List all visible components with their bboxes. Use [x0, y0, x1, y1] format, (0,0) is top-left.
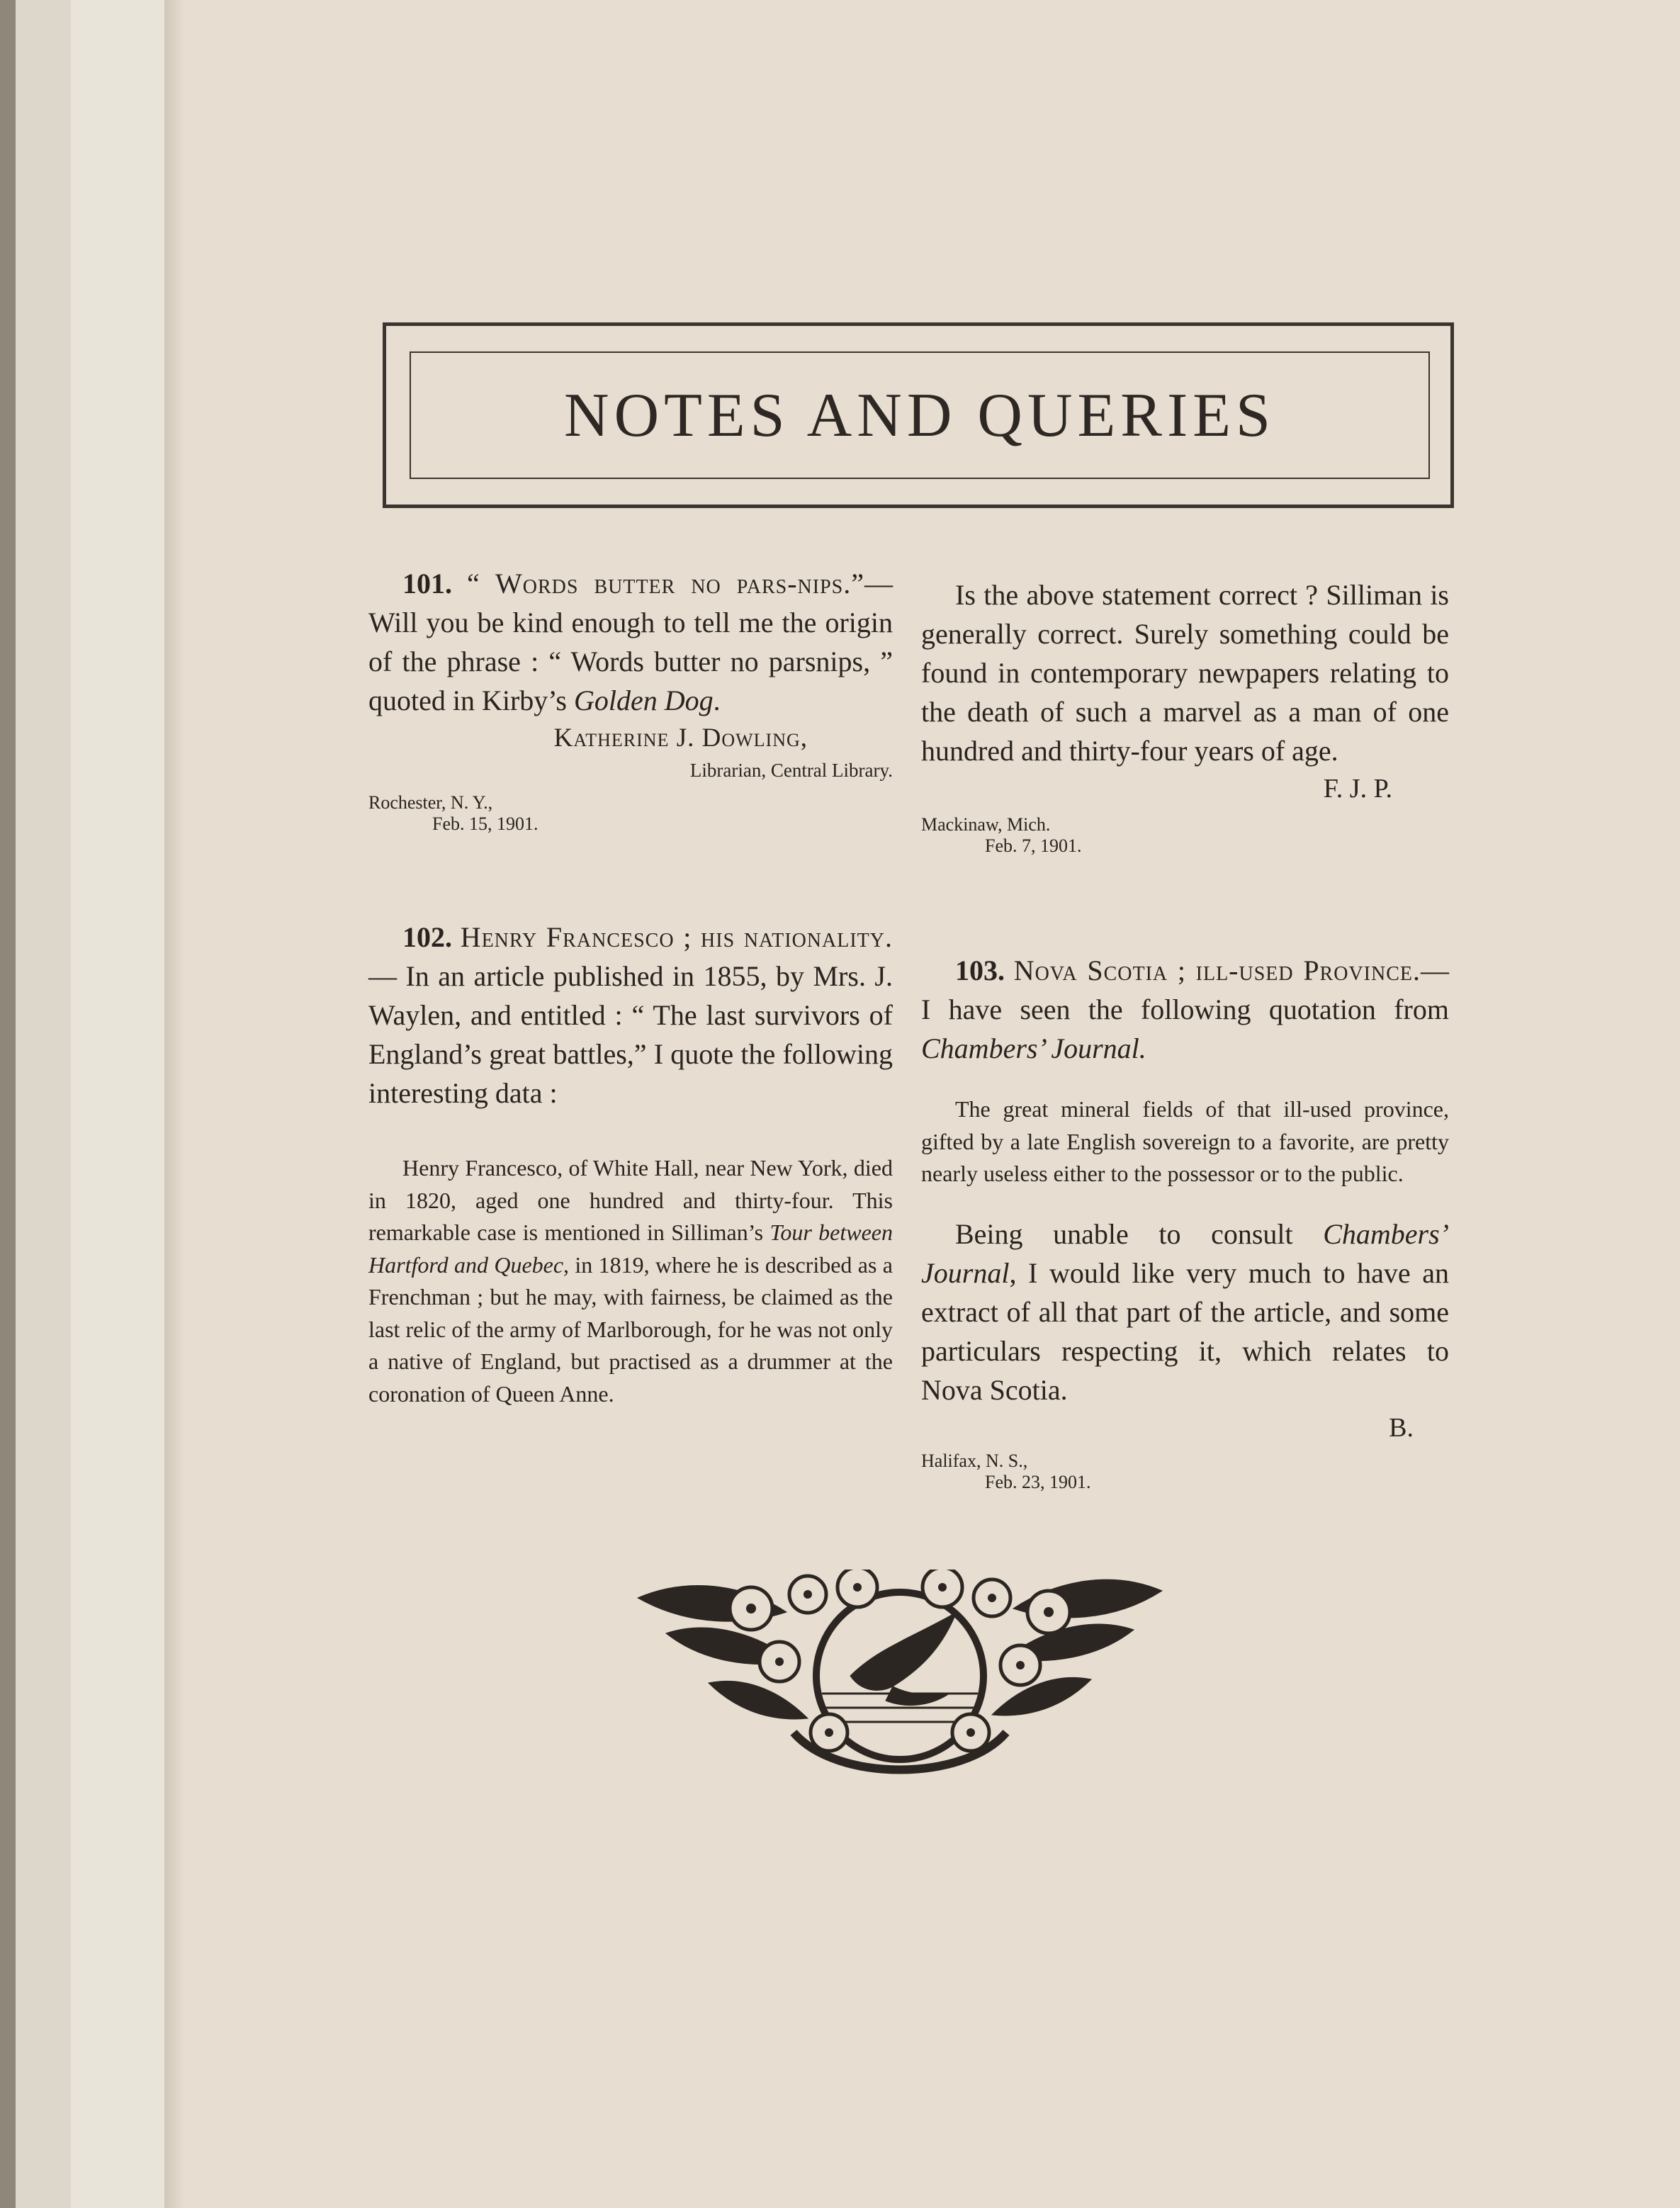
query-101-italic: Golden Dog	[573, 685, 714, 716]
page-shadow	[164, 0, 184, 2208]
title-frame-inner	[410, 351, 1430, 479]
query-101	[368, 564, 893, 835]
query-102-body: — In an article published in 1855, by Mrs. J. Waylen, and entitled : “ The last survivors of England’s great battles,” I quote the following interesting data :	[368, 960, 893, 1109]
query-102-signature: F. J. P.	[1323, 774, 1392, 804]
query-103-heading: Nova Scotia ; ill-used Province.	[1013, 954, 1421, 986]
binding-edge	[0, 0, 16, 2208]
query-101-body: —Will you be kind enough to tell me the origin of the phrase : “ Words butter no parsnips, ” quoted in Kirby’s	[368, 568, 893, 716]
page-margin	[71, 0, 174, 2208]
query-103-quote: The great mineral fields of that ill-used province, gifted by a late English sovereign to a favorite, are pretty nearly useless either to the possessor or to the public.	[921, 1096, 1449, 1186]
query-101-text	[368, 564, 893, 720]
query-102-quote-a: Henry Francesco, of White Hall, near New York, died in 1820, aged one hundred and thirty-four. This remarkable case is mentioned in Silliman’s	[368, 1155, 893, 1245]
query-101-date: Feb. 15, 1901.	[432, 813, 539, 834]
floral-ornament-icon	[624, 1570, 1176, 1782]
query-103-text	[921, 951, 1449, 1068]
query-103-number: 103.	[955, 954, 1005, 986]
query-103-p2-italic: Chambers’ Journal	[921, 1217, 1449, 1289]
query-103-date: Feb. 23, 1901.	[985, 1471, 1091, 1492]
query-101-end: .	[713, 685, 721, 716]
query-102	[368, 918, 893, 1410]
query-102-text	[368, 918, 893, 1113]
query-103-signature: B.	[1389, 1412, 1414, 1443]
query-102-followup-text: Is the above statement correct ? Silliman is generally correct. Surely something could be found in contemporary newpapers relating to the death of such a marvel as a man of one hundred and thirty-four years of age.	[921, 579, 1449, 767]
query-102-heading: Henry Francesco ; his nationality.	[460, 921, 893, 953]
query-102-date: Feb. 7, 1901.	[985, 835, 1082, 856]
query-103-p2-a: Being unable to consult	[955, 1217, 1324, 1250]
query-102-quote-b: , in 1819, where he is described as a Frenchman ; but he may, with fairness, be claimed as the last relic of the army of Marlborough, for he was not only a native of England, but practised as a drummer at the coronation of Queen Anne.	[368, 1251, 893, 1407]
query-103-place: Halifax, N. S.,	[921, 1450, 1028, 1471]
query-101-signature: Katherine J. Dowling,	[553, 723, 808, 753]
query-102-quote	[368, 1152, 893, 1410]
query-101-role: Librarian, Central Library.	[689, 760, 893, 781]
query-102-followup	[921, 575, 1449, 857]
query-103-paragraph-2	[921, 1215, 1449, 1409]
query-102-quote-italic: Tour between Hartford and Quebec	[368, 1220, 893, 1278]
query-103-body: — I have seen the following quotation from	[921, 954, 1450, 1025]
query-101-heading: “ Words butter no pars-nips.”	[467, 568, 864, 599]
query-102-number: 102.	[402, 921, 452, 953]
query-101-number: 101.	[402, 568, 452, 599]
query-103	[921, 951, 1449, 1493]
query-103-p2-b: , I would like very much to have an extract of all that part of the article, and some particulars respecting it, which relates to Nova Scotia.	[921, 1256, 1449, 1406]
page-gutter	[16, 0, 71, 2208]
query-102-place: Mackinaw, Mich.	[921, 814, 1051, 835]
query-101-place: Rochester, N. Y.,	[368, 792, 493, 813]
query-103-body-italic: Chambers’ Journal.	[921, 1032, 1146, 1064]
page-title: NOTES AND QUERIES	[564, 381, 1275, 450]
